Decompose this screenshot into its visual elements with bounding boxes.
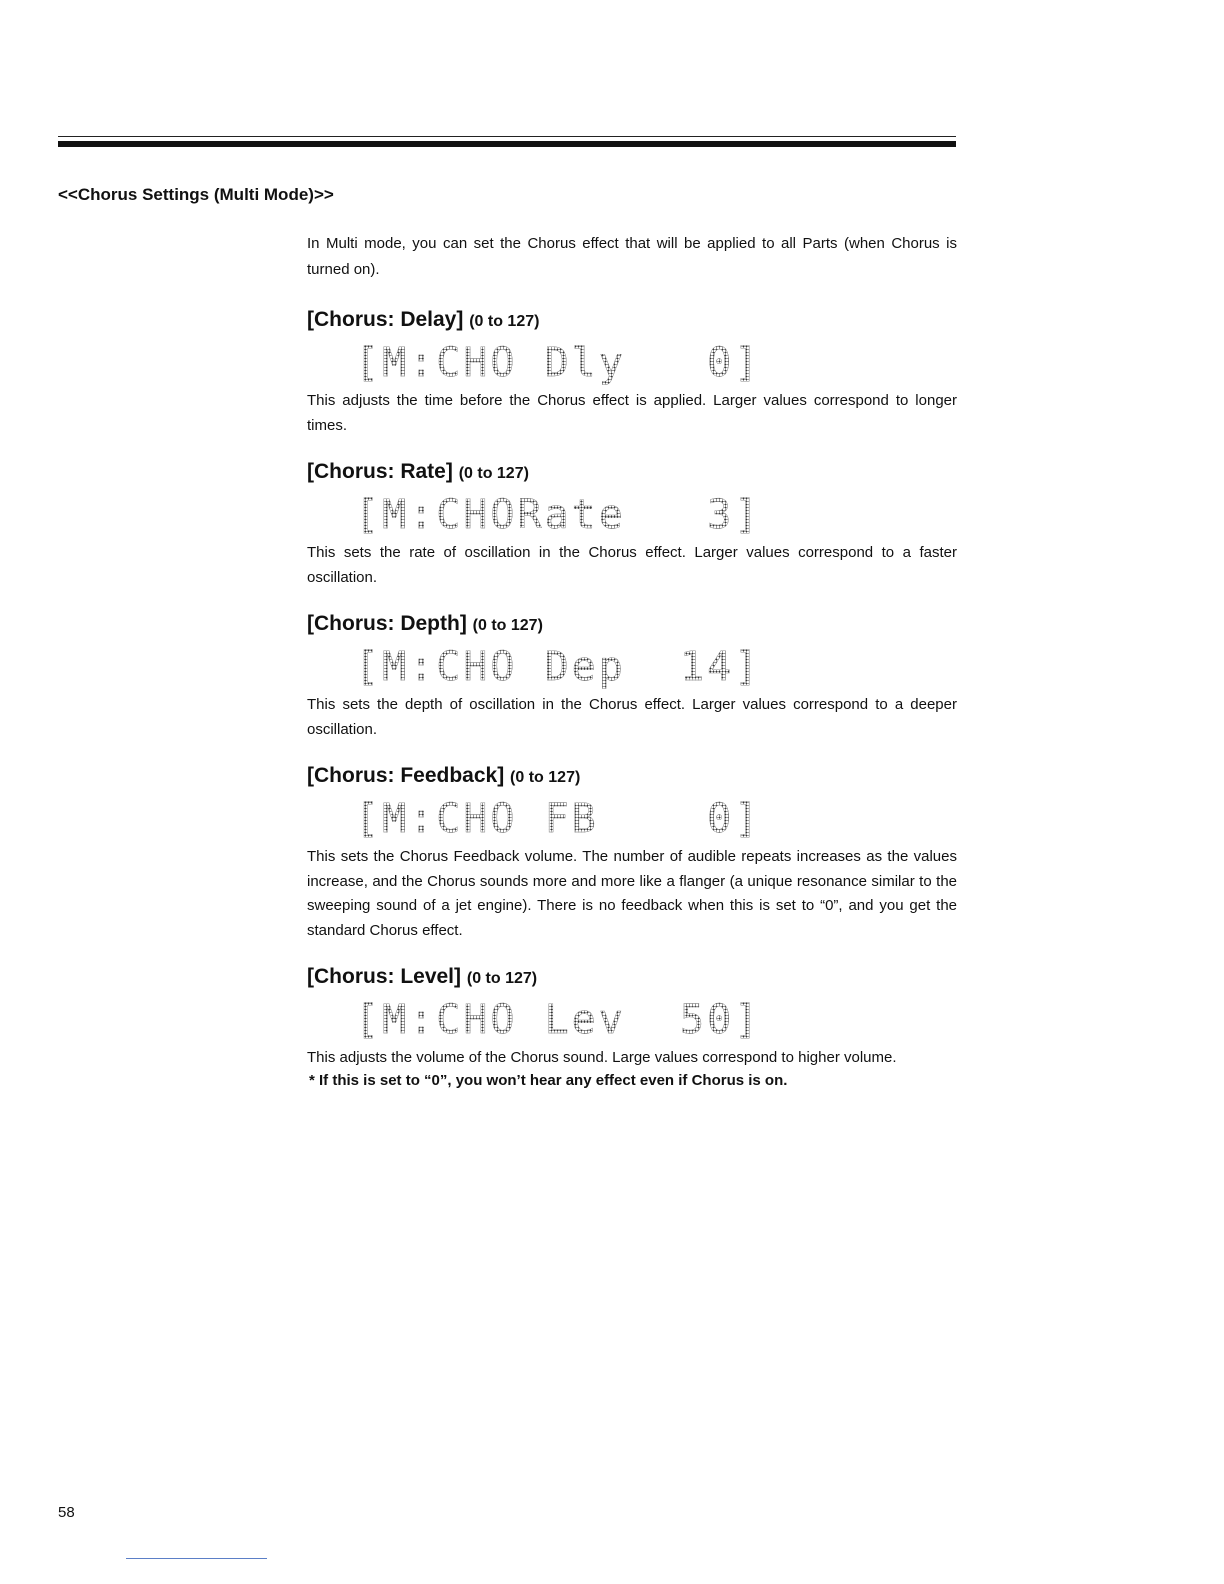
param-title: [Chorus: Depth] [307,612,467,635]
section-title: <<Chorus Settings (Multi Mode)>> [58,185,334,204]
param-chorus-level [307,962,957,1089]
top-rule-thin [58,136,956,137]
param-heading [307,305,957,335]
param-chorus-depth [307,609,957,742]
param-chorus-feedback [307,761,957,943]
param-range: (0 to 127) [510,769,581,786]
param-description: This sets the rate of oscillation in the Chorus effect. Larger values correspond to a faster oscillation. [307,544,957,586]
param-heading [307,761,957,791]
param-description: This adjusts the volume of the Chorus sound. Large values correspond to higher volume. [307,1049,897,1066]
param-range: (0 to 127) [472,617,543,634]
param-description: This adjusts the time before the Chorus effect is applied. Larger values correspond to longer times. [307,392,957,434]
page-number: 58 [58,1504,75,1521]
param-range: (0 to 127) [466,970,538,987]
param-range: (0 to 127) [469,313,540,330]
intro-paragraph: In Multi mode, you can set the Chorus effect that will be applied to all Parts (when Chorus is turned on). [307,235,957,278]
param-range: (0 to 127) [458,465,529,482]
param-description: This sets the depth of oscillation in the Chorus effect. Larger values correspond to a deeper oscillation. [307,696,957,738]
param-description: This sets the Chorus Feedback volume. The number of audible repeats increases as the values increase, and the Chorus sounds more and more like a flanger (a unique resonance similar to the sweeping sound of a jet engine). There is no feedback when this is set to “0”, and you get the standard Chorus effect. [307,848,957,939]
lcd-display: [M:CHO Dly 0] [355,340,762,386]
param-title: [Chorus: Level] [307,965,462,988]
lcd-display: [M:CHORate 3] [355,492,762,538]
param-chorus-delay [307,305,957,438]
param-title: [Chorus: Delay] [307,308,464,331]
param-note: * If this is set to “0”, you won’t hear any effect even if Chorus is on. [309,1071,788,1089]
param-title: [Chorus: Rate] [307,460,453,483]
top-rule-thick [58,141,956,147]
param-title: [Chorus: Feedback] [307,764,505,787]
param-heading [307,962,957,992]
lcd-display: [M:CHO Lev 50] [355,997,762,1043]
lcd-display: [M:CHO Dep 14] [355,644,762,690]
param-chorus-rate [307,457,957,590]
param-heading [307,457,957,487]
lcd-display: [M:CHO FB 0] [355,796,762,842]
footer-rule [126,1558,267,1559]
param-heading [307,609,957,639]
